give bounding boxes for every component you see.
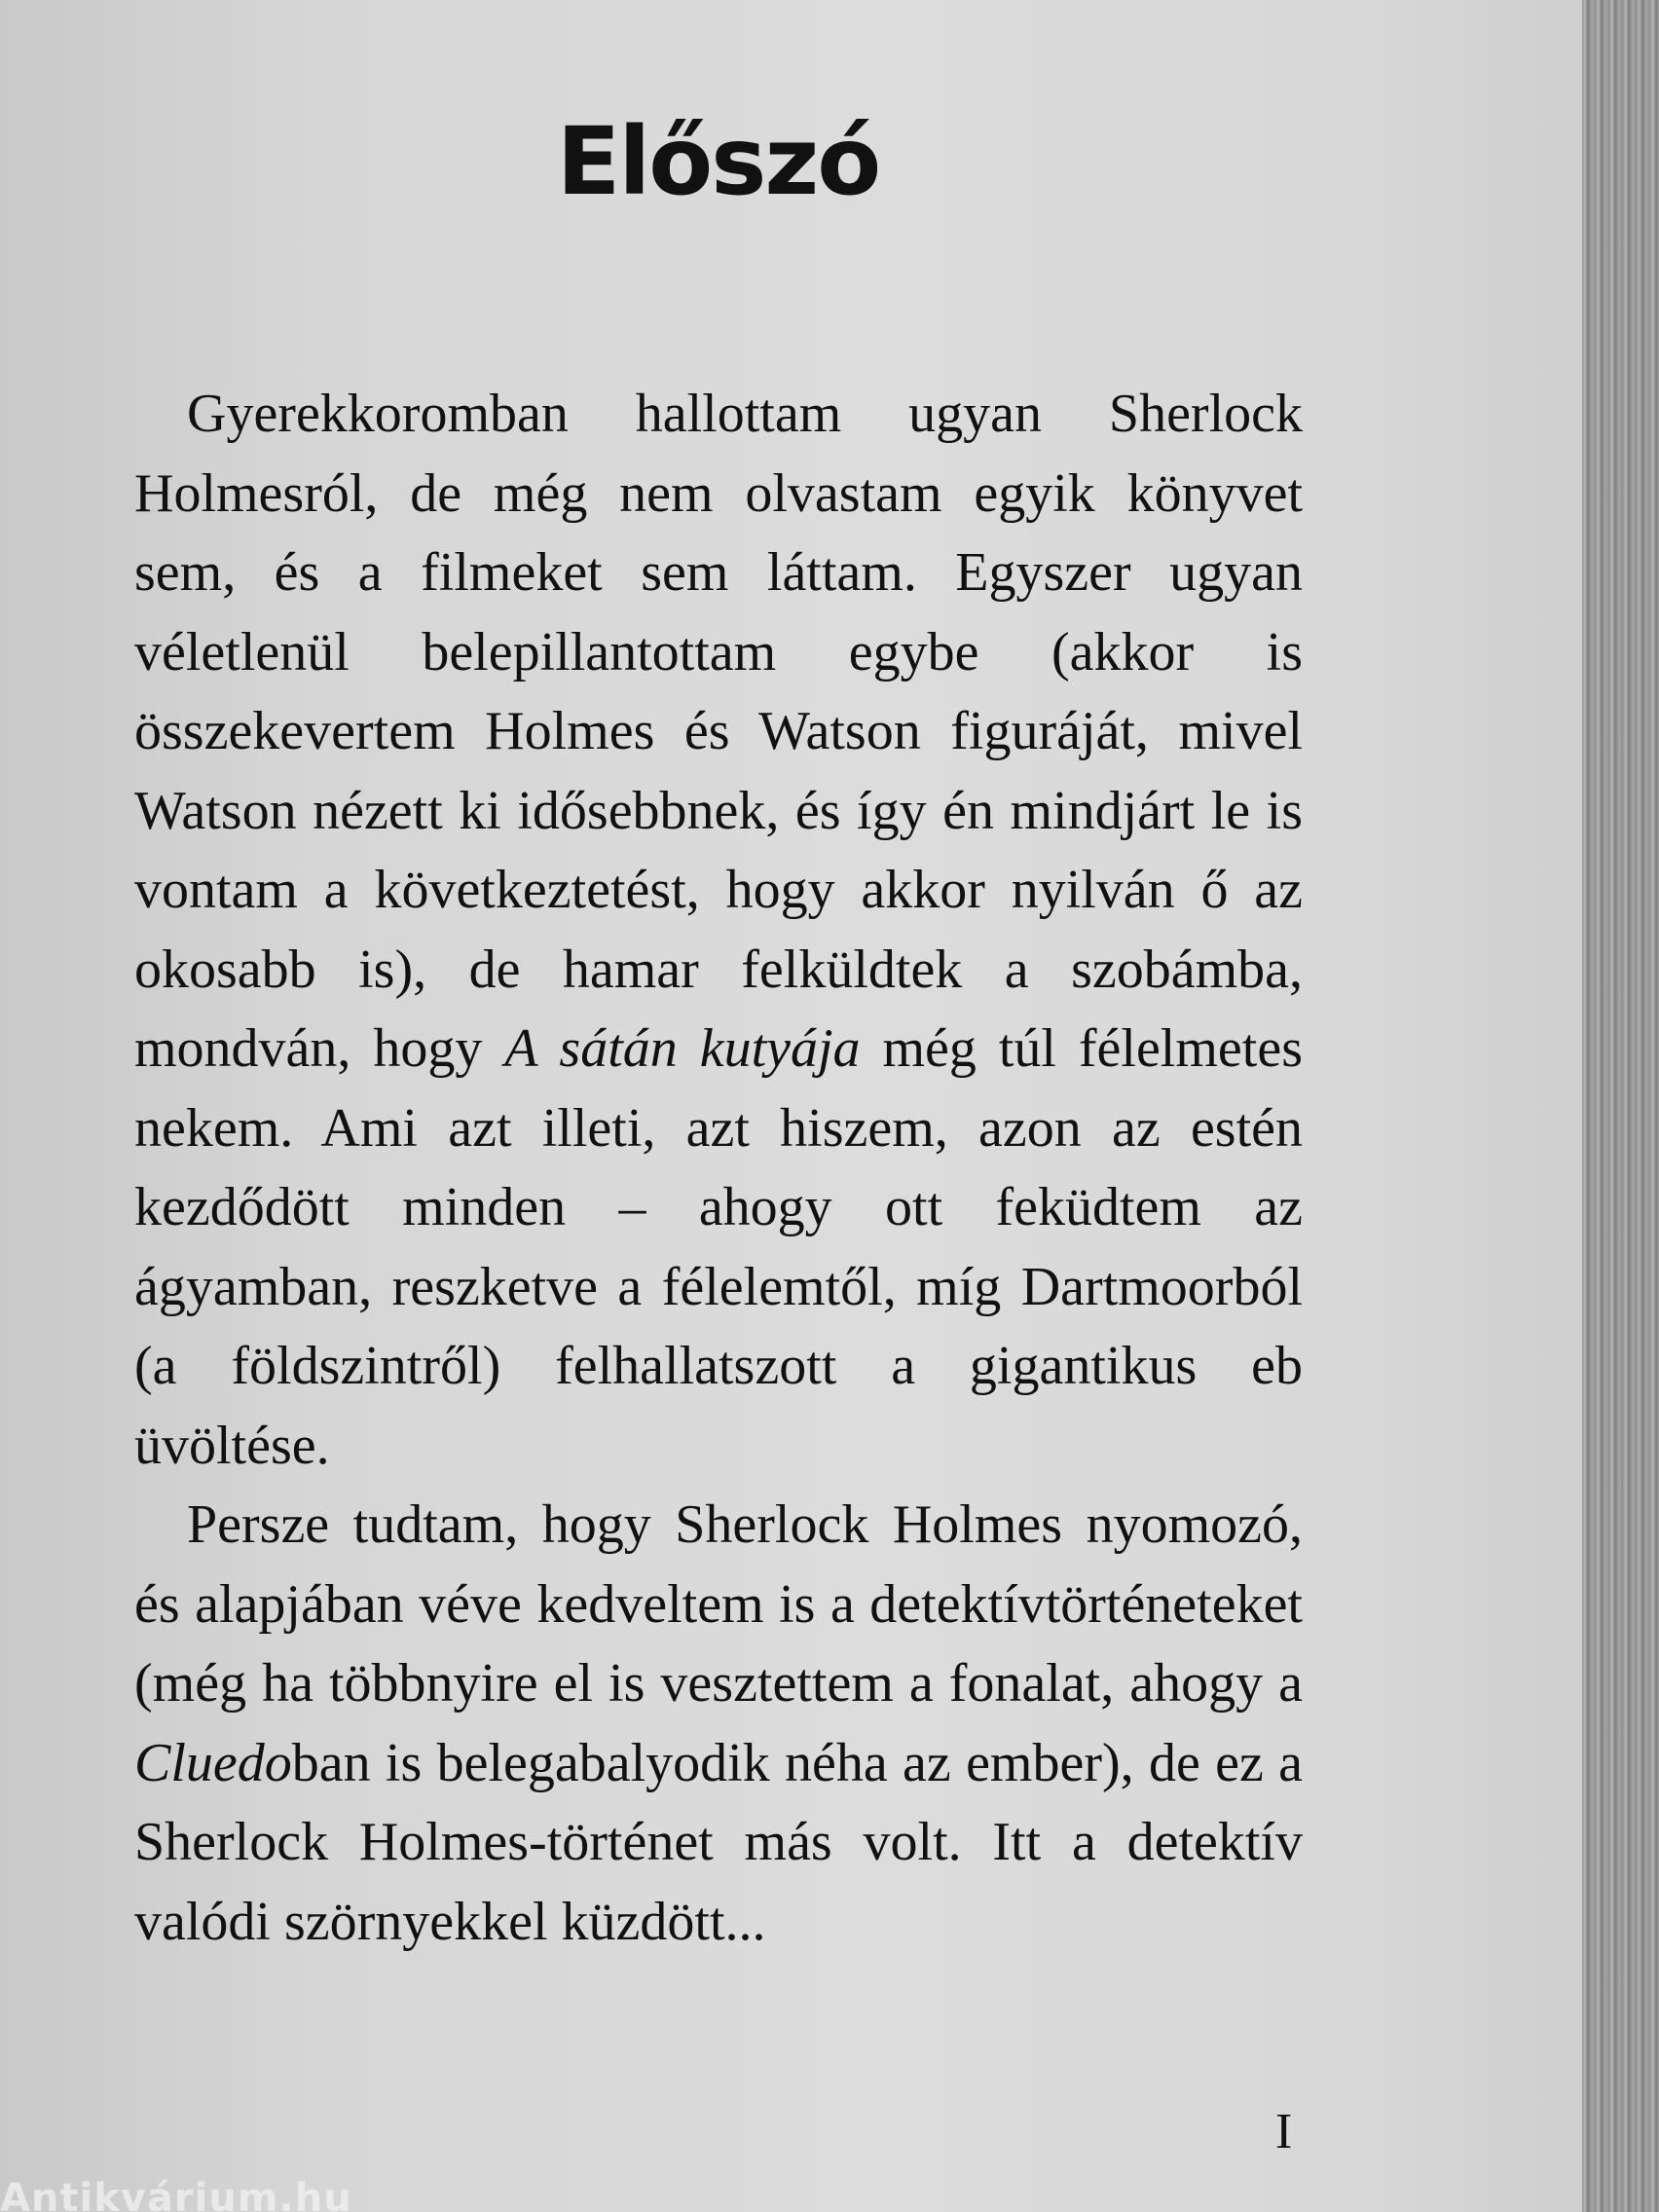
paragraph-2-part-2: ban is belegabalyodik néha az ember), de ez a Sherlock Holmes-történet más volt. Itt a detektív valódi szörnyekkel küzdött... [134,1732,1303,1952]
page-number: I [1275,2104,1293,2159]
watermark: Antikvárium.hu [0,2176,352,2212]
game-title-italic: Cluedo [134,1732,292,1793]
page-edge [1582,0,1659,2212]
paragraph-2-part-1: Persze tudtam, hogy Sherlock Holmes nyomozó, és alapjában véve kedveltem is a detektívtörténeteket (még ha többnyire el is vesztettem a fonalat, ahogy a [134,1494,1303,1714]
paragraph-2 [134,1486,1303,1962]
page-title: Előszó [556,107,880,216]
book-title-italic: A sátán kutyája [504,1018,861,1079]
body-text [134,375,1303,1962]
paragraph-1 [134,375,1303,1486]
paragraph-1-part-1: Gyerekkoromban hallottam ugyan Sherlock Holmesról, de még nem olvastam egyik könyvet sem, és a filmeket sem láttam. Egyszer ugyan véletlenül belepillantottam egybe (akkor is összekevertem Holmes és Watson figuráját, mivel Watson nézett ki idősebbnek, és így én mindjárt le is vontam a következtetést, hogy akkor nyilván ő az okosabb is), de hamar felküldtek a szobámba, mondván, hogy [134,384,1303,1079]
paragraph-1-part-2: még túl félelmetes nekem. Ami azt illeti, azt hiszem, azon az estén kezdődött minden – ahogy ott feküdtem az ágyamban, reszketve a félelemtől, míg Dartmoorból (a földszintről) felhallatszott a gigantikus eb üvöltése. [134,1018,1303,1476]
